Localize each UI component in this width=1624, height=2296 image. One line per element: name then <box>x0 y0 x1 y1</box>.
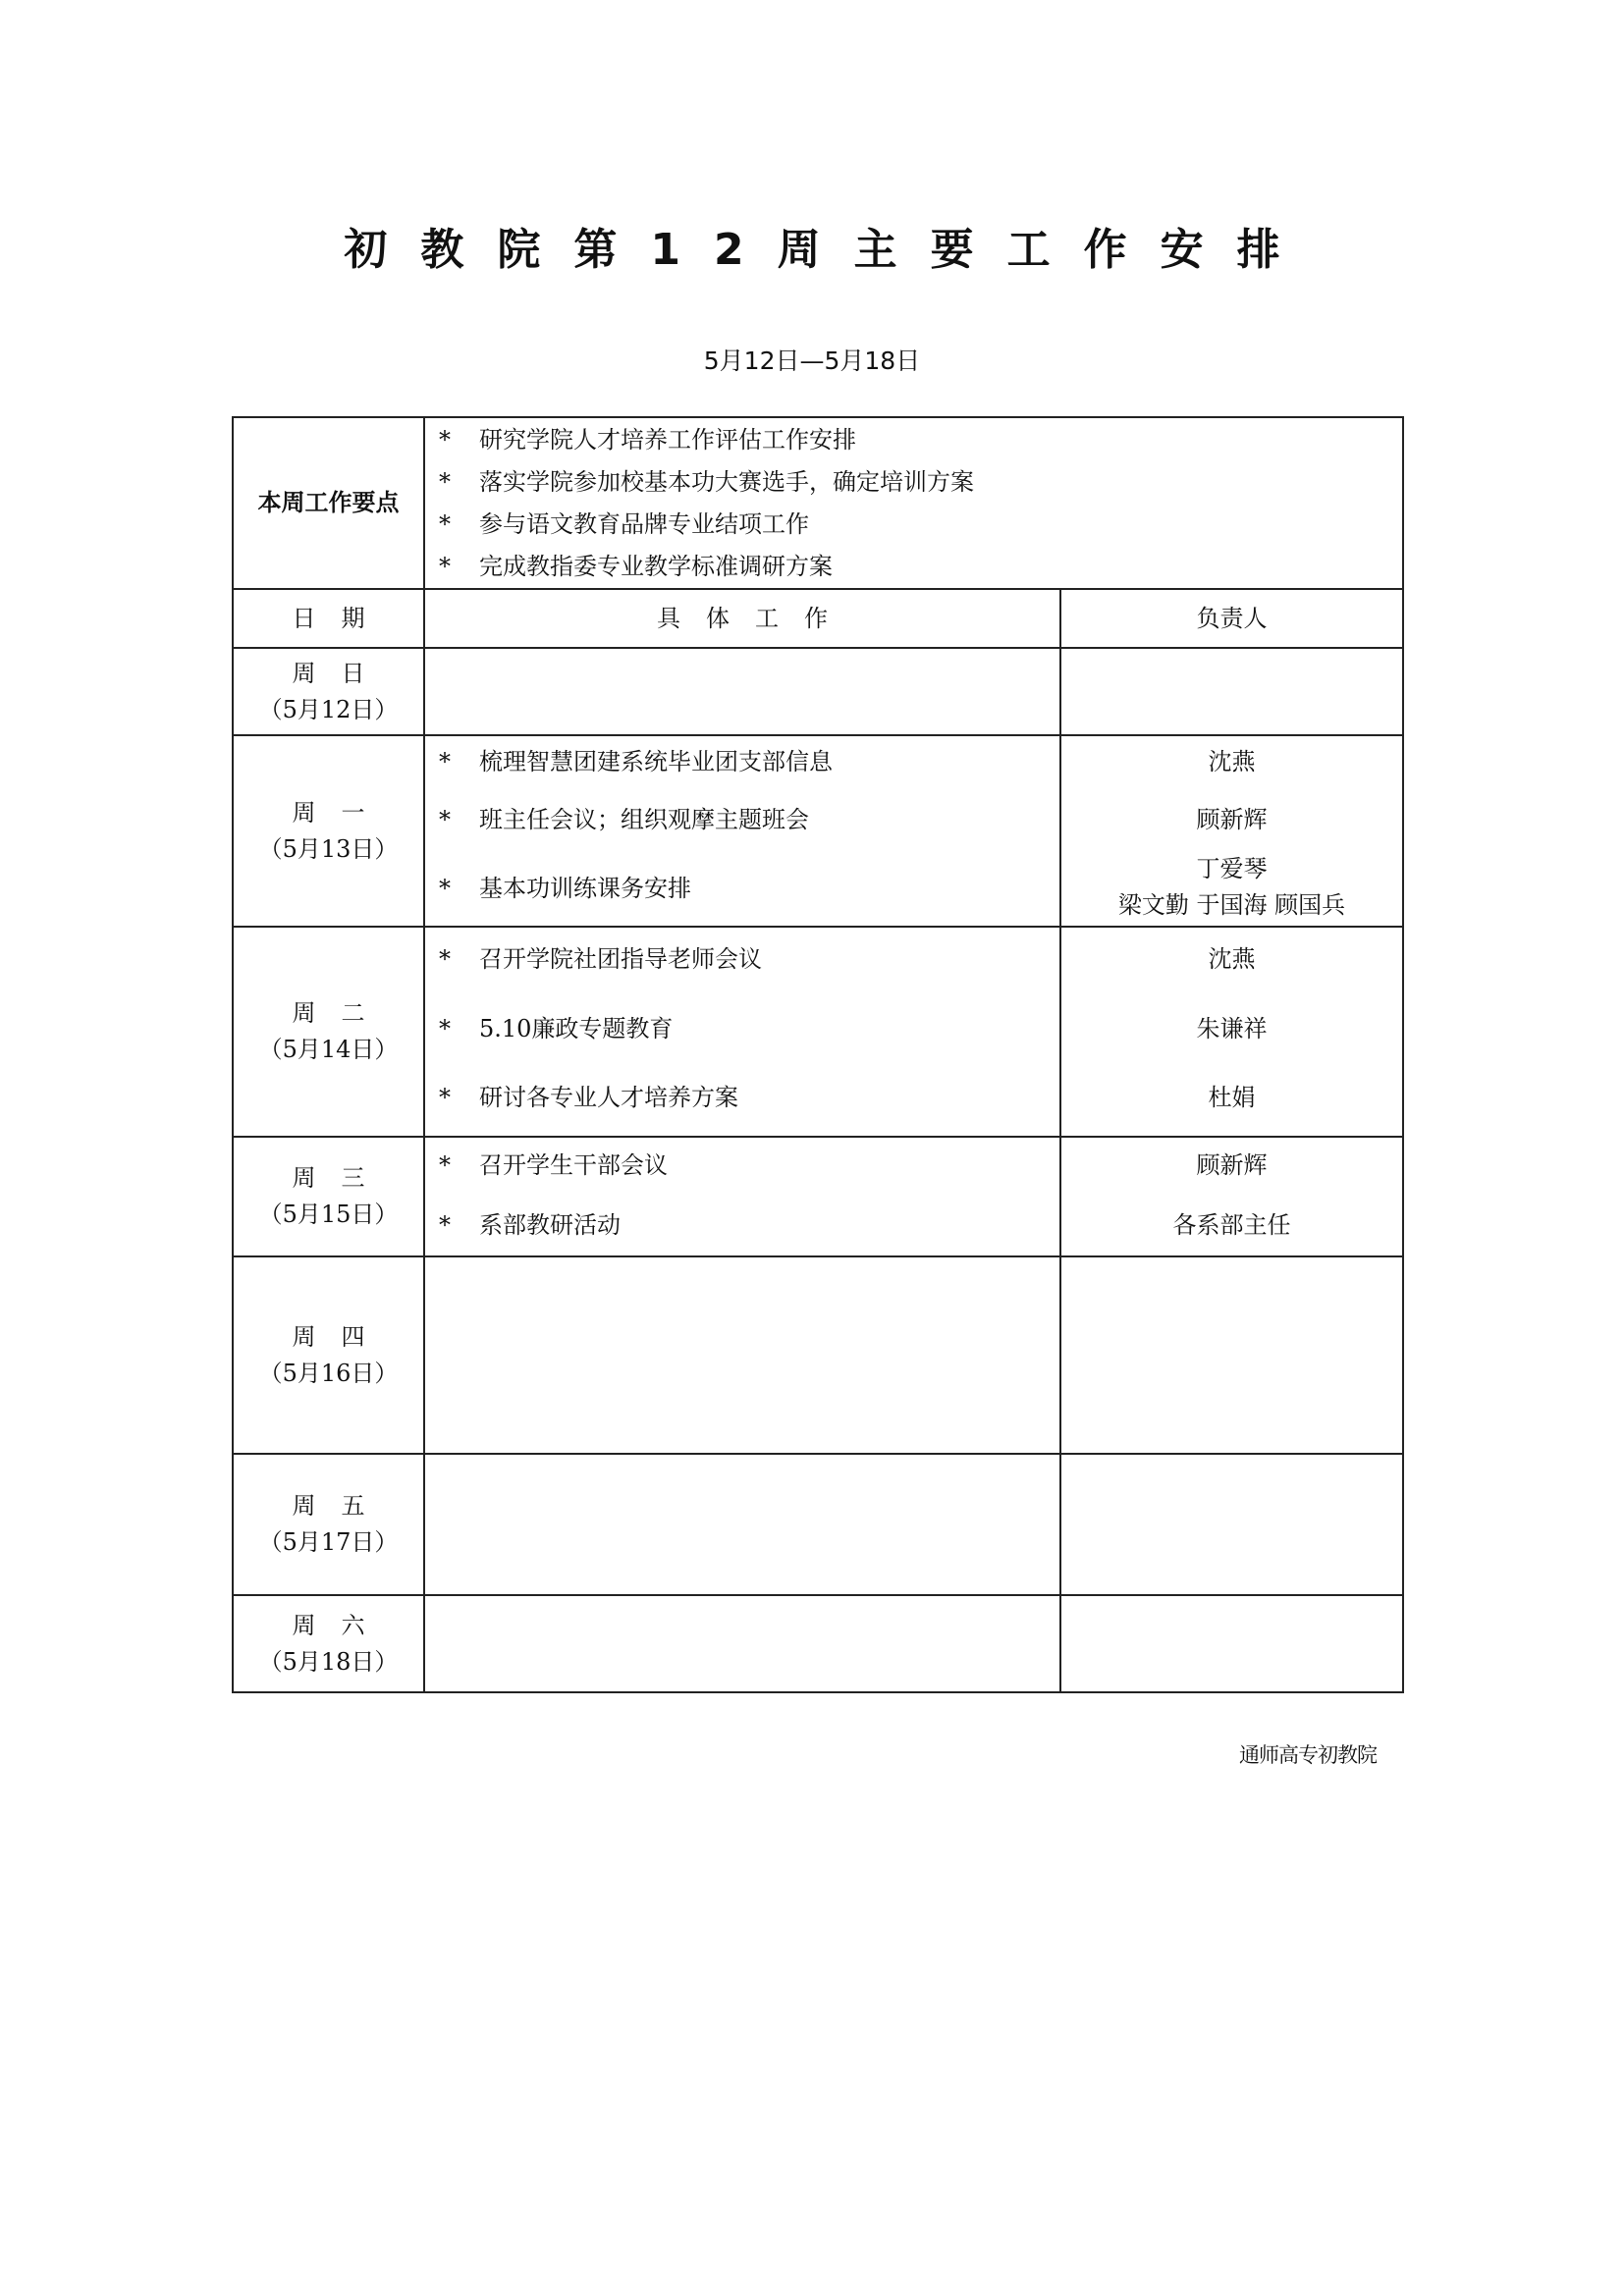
task-item: * 研讨各专业人才培养方案 <box>439 1084 738 1111</box>
task-item: * 召开学生干部会议 <box>439 1151 668 1179</box>
owner-name: 沈燕 <box>1208 945 1256 973</box>
focus-item: * 参与语文教育品牌专业结项工作 <box>425 504 1402 546</box>
day-row-thursday <box>233 1256 1403 1454</box>
day-name: 周日 <box>292 659 391 687</box>
day-cell <box>233 1454 424 1595</box>
page-title: 初教院第12周主要工作安排 <box>344 225 1314 275</box>
column-header-work: 具体工作 <box>424 589 1060 648</box>
day-date: （5月16日） <box>258 1359 399 1387</box>
owner-name: 朱谦祥 <box>1196 1015 1268 1042</box>
day-cell <box>233 1256 424 1454</box>
day-cell <box>233 927 424 1137</box>
day-row-monday <box>233 735 1403 927</box>
weekly-focus-label: 本周工作要点 <box>233 417 424 589</box>
day-row-wednesday <box>233 1137 1403 1256</box>
date-range: 5月12日—5月18日 <box>703 347 921 375</box>
work-cell <box>424 735 1060 927</box>
owner-name: 沈燕 <box>1208 748 1256 775</box>
day-row-tuesday <box>233 927 1403 1137</box>
day-row-friday <box>233 1454 1403 1595</box>
bullet-icon: * <box>439 1211 451 1239</box>
focus-item: * 研究学院人才培养工作评估工作安排 <box>425 419 1402 461</box>
weekly-focus-row <box>233 417 1403 589</box>
owner-name: 丁爱琴 <box>1196 855 1268 882</box>
day-row-sunday <box>233 648 1403 735</box>
task-item: * 召开学院社团指导老师会议 <box>439 945 762 973</box>
focus-item: * 落实学院参加校基本功大赛选手，确定培训方案 <box>425 461 1402 504</box>
schedule-table <box>232 416 1404 1693</box>
column-header-date: 日期 <box>233 589 424 648</box>
day-cell <box>233 648 424 735</box>
day-date: （5月15日） <box>258 1201 399 1228</box>
work-cell <box>424 1256 1060 1454</box>
bullet-icon: * <box>439 425 451 454</box>
bullet-icon: * <box>439 1151 451 1179</box>
task-item: * 基本功训练课务安排 <box>439 875 691 902</box>
day-date: （5月12日） <box>258 695 399 723</box>
day-row-saturday <box>233 1595 1403 1692</box>
column-header-owner: 负责人 <box>1060 589 1403 648</box>
owner-name: 各系部主任 <box>1172 1211 1291 1239</box>
bullet-icon: * <box>439 1015 451 1042</box>
day-date: （5月13日） <box>258 834 399 863</box>
bullet-icon: * <box>439 467 451 496</box>
day-date: （5月17日） <box>258 1528 399 1556</box>
owner-cell <box>1060 1137 1403 1256</box>
work-cell <box>424 1454 1060 1595</box>
day-name: 周五 <box>292 1492 391 1521</box>
owner-name: 杜娟 <box>1208 1084 1256 1111</box>
bullet-icon: * <box>439 552 451 580</box>
day-name: 周二 <box>292 999 391 1028</box>
bullet-icon: * <box>439 806 451 833</box>
day-name: 周一 <box>292 798 391 827</box>
issuer-signature: 通师高专初教院 <box>1239 1743 1377 1767</box>
day-name: 周三 <box>292 1164 391 1193</box>
bullet-icon: * <box>439 945 451 973</box>
task-item: * 5.10廉政专题教育 <box>439 1015 674 1042</box>
bullet-icon: * <box>439 509 451 538</box>
task-item: * 系部教研活动 <box>439 1211 621 1239</box>
day-cell <box>233 1137 424 1256</box>
owner-cell <box>1060 735 1403 927</box>
day-cell <box>233 735 424 927</box>
owner-cell <box>1060 1454 1403 1595</box>
owner-cell <box>1060 927 1403 1137</box>
day-date: （5月18日） <box>258 1647 399 1676</box>
day-name: 周六 <box>292 1611 391 1639</box>
day-date: （5月14日） <box>258 1036 399 1063</box>
task-item: * 梳理智慧团建系统毕业团支部信息 <box>439 748 833 775</box>
owner-name: 顾新辉 <box>1196 1151 1268 1179</box>
owner-cell <box>1060 1595 1403 1692</box>
bullet-icon: * <box>439 748 451 775</box>
day-name: 周四 <box>292 1322 391 1351</box>
work-cell <box>424 648 1060 735</box>
owner-cell <box>1060 1256 1403 1454</box>
owner-cell <box>1060 648 1403 735</box>
bullet-icon: * <box>439 1084 451 1111</box>
weekly-focus-list <box>424 417 1403 589</box>
owner-name: 梁文勤 于国海 顾国兵 <box>1117 891 1346 919</box>
work-cell <box>424 927 1060 1137</box>
focus-item: * 完成教指委专业教学标准调研方案 <box>425 546 1402 588</box>
header-row <box>233 589 1403 648</box>
owner-name: 顾新辉 <box>1196 806 1268 833</box>
work-cell <box>424 1595 1060 1692</box>
task-item: * 班主任会议；组织观摩主题班会 <box>439 806 809 833</box>
bullet-icon: * <box>439 875 451 902</box>
work-cell <box>424 1137 1060 1256</box>
day-cell <box>233 1595 424 1692</box>
